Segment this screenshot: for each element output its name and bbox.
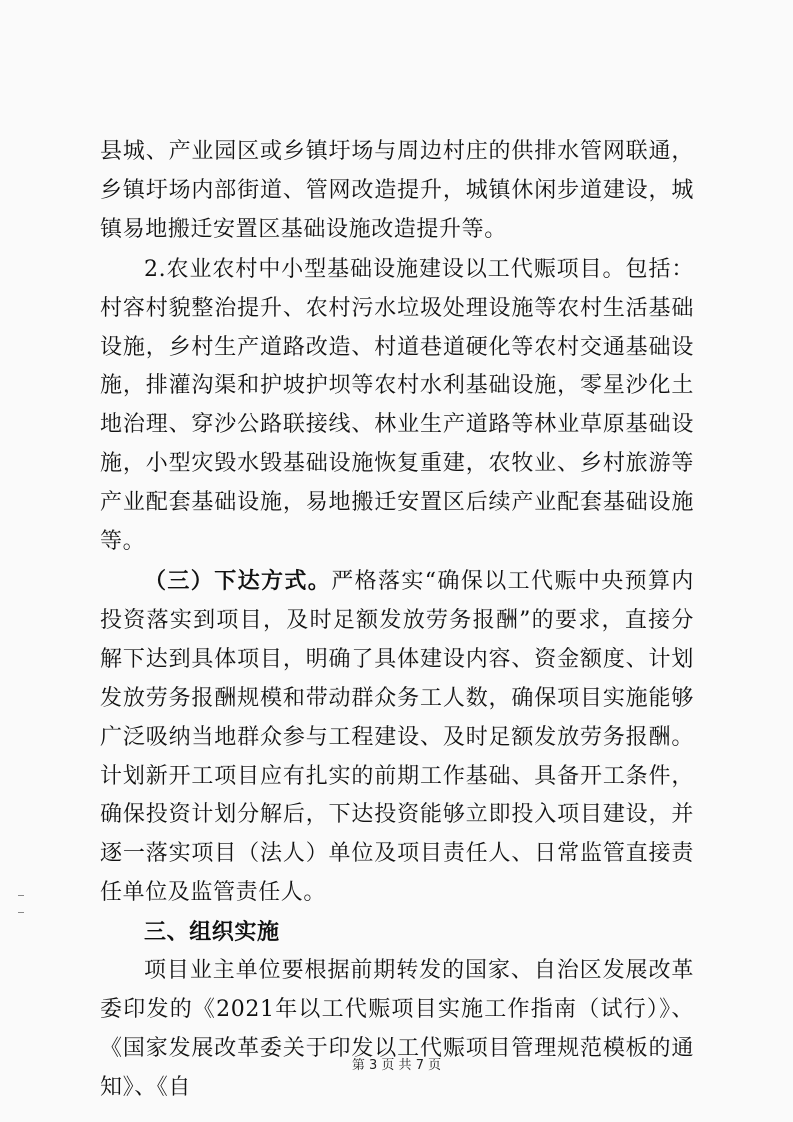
scan-mark [18, 912, 24, 913]
section-heading: 三、组织实施 [144, 919, 280, 946]
paragraph-text: 2.农业农村中小型基础设施建设以工代赈项目。包括：村容村貌整治提升、农村污水垃圾处理设施等农村生活基础设施，乡村生产道路改造、村道巷道硬化等农村交通基础设施，排灌沟渠和护坡护坝等农村水利基础设施，零星沙化土地治理、穿沙公路联接线、林业生产道路等林业草原基础设施，小型灾毁水毁基础设施恢复重建，农牧业、乡村旅游等产业配套基础设施，易地搬迁安置区后续产业配套基础设施等。 [100, 256, 694, 555]
document-body [100, 132, 694, 1108]
paragraph-2 [100, 250, 694, 562]
paragraph-1 [100, 132, 694, 250]
scan-mark [18, 895, 24, 896]
paragraph-3 [100, 562, 694, 913]
paragraph-final: 项目业主单位要根据前期转发的国家、自治区发展改革委印发的《2021年以工代赈项目实施工作指南（试行）》、《国家发展改革委关于印发以工代赈项目管理规范模板的通知》、《自 [100, 958, 694, 1100]
page-footer [0, 1054, 793, 1073]
paragraph-text: 严格落实“确保以工代赈中央预算内投资落实到项目，及时足额发放劳务报酬”的要求，直接分解下达到具体项目，明确了具体建设内容、资金额度、计划发放劳务报酬规模和带动群众务工人数，确保项目实施能够广泛吸纳当地群众参与工程建设、及时足额发放劳务报酬。计划新开工项目应有扎实的前期工作基础、具备开工条件，确保投资计划分解后，下达投资能够立即投入项目建设，并逐一落实项目（法人）单位及项目责任人、日常监管直接责任单位及监管责任人。 [100, 568, 694, 906]
paragraph-text: 县城、产业园区或乡镇圩场与周边村庄的供排水管网联通，乡镇圩场内部街道、管网改造提升，城镇休闲步道建设，城镇易地搬迁安置区基础设施改造提升等。 [100, 139, 694, 242]
page-number: 第 3 页 共 7 页 [351, 1058, 442, 1073]
paragraph-lead: （三）下达方式。 [144, 567, 332, 594]
